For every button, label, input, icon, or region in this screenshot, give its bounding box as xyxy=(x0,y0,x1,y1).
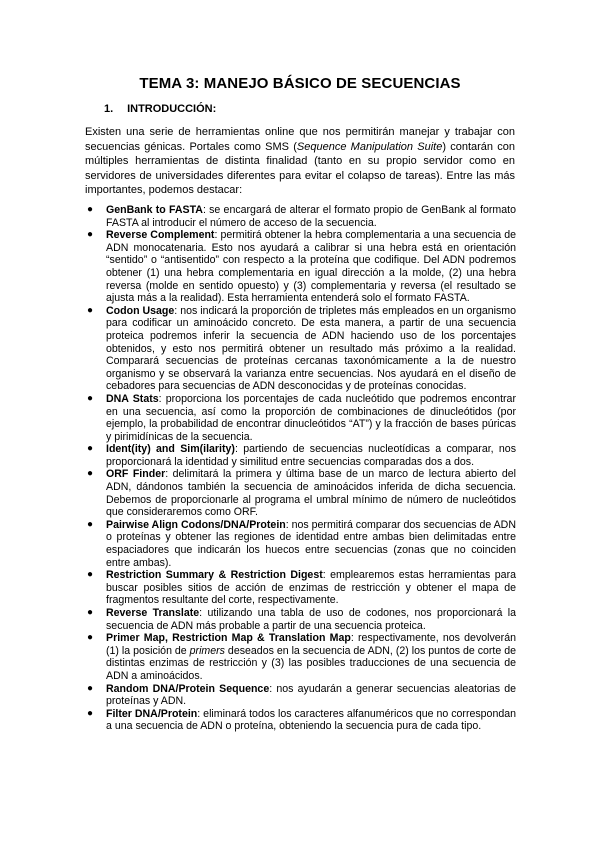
list-item-ident-sim xyxy=(85,443,516,468)
intro-paragraph xyxy=(85,125,515,198)
section-heading xyxy=(104,103,216,115)
list-item-filter-dna xyxy=(85,708,516,733)
item-name: Random DNA/Protein Sequence xyxy=(106,682,270,695)
bullet-icon: ● xyxy=(87,518,94,530)
bullet-icon: ● xyxy=(87,682,94,694)
section-number: 1. xyxy=(104,103,114,115)
item-text: : emplearemos estas herramientas para buscar posibles sitios de acción de enzimas de restricción y obtener el mapa de fragmentos resultante del corte, respectivamente. xyxy=(106,569,516,607)
intro-text-before: Existen una serie de herramientas online que nos permitirán manejar y trabajar con secuencias génicas. Portales como SMS ( xyxy=(85,126,515,153)
list-item-codon-usage xyxy=(85,305,516,393)
item-name: Restriction Summary & Restriction Digest xyxy=(106,569,323,582)
bullet-icon: ● xyxy=(87,304,94,316)
item-name: Reverse Translate xyxy=(106,607,200,619)
item-text: : eliminará todos los caracteres alfanuméricos que no correspondan a una secuencia de ADN o proteína, obteniendo la secuencia pura de cada tipo. xyxy=(106,707,517,733)
bullet-icon: ● xyxy=(87,392,94,404)
item-text: : nos permitirá comparar dos secuencias de ADN o proteínas y obtener las regiones de identidad entre ambas bien delimitadas entre espaciadores que indicarán los huecos entre secuencias (zonas que no coinciden entre ambas). xyxy=(106,518,516,569)
bullet-icon: ● xyxy=(87,443,94,455)
bullet-icon: ● xyxy=(87,229,94,241)
item-italic: primers xyxy=(189,644,225,657)
item-text: : delimitará la primera y última base de un marco de lectura abierto del ADN, dándonos también la secuencia de aminoácidos inferida de dicha secuencia. Debemos de proporcionarle al programa el umbral mínimo de número de nucleótidos que consideraremos como ORF. xyxy=(106,468,517,519)
item-name: DNA Stats xyxy=(106,392,159,405)
item-text: : proporciona los porcentajes de cada nucleótido que podremos encontrar en una secuencia, así como la proporción de combinaciones de dinucleótidos (por ejemplo, la probabilidad de encontrar dinucleótidos “AT”) y la fracción de bases púricas y pirimidínicas de la secuencia. xyxy=(106,392,516,443)
list-item-genbank-to-fasta xyxy=(85,204,516,229)
list-item-dna-stats xyxy=(85,393,516,443)
list-item-reverse-translate xyxy=(85,607,516,632)
item-name: GenBank to FASTA xyxy=(106,204,203,216)
bullet-icon: ● xyxy=(87,468,94,480)
bullet-icon: ● xyxy=(87,204,94,215)
item-name: Pairwise Align Codons/DNA/Protein xyxy=(106,518,286,531)
item-name: Primer Map, Restriction Map & Translation Map xyxy=(106,632,351,645)
intro-text-after: ) contarán con múltiples herramientas de distinta finalidad (tanto en su propio servidor como en servidores de universidades diferentes para evitar el colapso de tareas). Entre las más importantes, podemos destacar: xyxy=(85,140,515,197)
item-text: : utilizando una tabla de uso de codones, nos proporcionará la secuencia de ADN más probable a partir de una secuencia proteica. xyxy=(106,607,516,632)
tools-list xyxy=(85,204,516,733)
item-text: : permitirá obtener la hebra complementaria a una secuencia de ADN monocatenaria. Esto nos ayudará a calibrar si una hebra está en orientación “sentido” o “antisentido” con respecto a la proteína que codifique. Del ADN podremos obtener (1) una hebra complementaria en igual dirección a la molde, (2) una hebra reversa (molde en sentido opuesto) y (3) complementaria y reversa (el resultado se ajusta más a la realidad). Esta herramienta entenderá solo el formato FASTA. xyxy=(106,229,516,305)
item-text-before: : respectivamente, nos devolverán (1) la posición de xyxy=(106,632,516,657)
item-text: : nos indicará la proporción de tripletes más empleados en un organismo para codificar un aminoácido concreto. De esta manera, a partir de una secuencia proteica podremos inferir la secuencia de ADN haciendo uso de los porcentajes obtenidos, y esto nos permitirá obtener un resultado más próximo a la realidad. Comparará secuencias de proteínas cercanas taxonómicamente a la de nuestro organismo y se observará la varianza entre secuencias. Nos ayudará en el diseño de cebadores para secuencias de ADN desconocidas y de proteínas conocidas. xyxy=(106,304,516,393)
intro-italic: Sequence Manipulation Suite xyxy=(296,140,443,153)
list-item-random-sequence xyxy=(85,683,516,708)
item-text: : partiendo de secuencias nucleotídicas a comparar, nos proporcionará la identidad y similitud entre secuencias comparadas dos a dos. xyxy=(106,443,516,468)
list-item-pairwise-align xyxy=(85,519,516,569)
bullet-icon: ● xyxy=(87,569,94,581)
item-name: Reverse Complement xyxy=(106,229,215,242)
bullet-icon: ● xyxy=(87,707,94,719)
section-heading-text: INTRODUCCIÓN: xyxy=(127,103,217,115)
item-name: Codon Usage xyxy=(106,304,175,317)
item-text: : nos ayudarán a generar secuencias aleatorias de proteínas y ADN. xyxy=(106,682,516,708)
item-name: Filter DNA/Protein xyxy=(106,707,198,720)
list-item-reverse-complement xyxy=(85,229,516,305)
item-name: ORF Finder xyxy=(106,468,166,481)
item-name: Ident(ity) and Sim(ilarity) xyxy=(106,443,235,456)
item-text: : se encargará de alterar el formato propio de GenBank al formato FASTA al introducir el número de acceso de la secuencia. xyxy=(106,204,516,229)
bullet-icon: ● xyxy=(87,632,94,644)
page-title: TEMA 3: MANEJO BÁSICO DE SECUENCIAS xyxy=(139,75,461,92)
list-item-restriction-summary xyxy=(85,569,516,607)
bullet-icon: ● xyxy=(87,607,94,618)
list-item-orf-finder xyxy=(85,468,516,518)
list-item-primer-map xyxy=(85,632,516,682)
item-text-after: deseados en la secuencia de ADN, (2) los puntos de corte de distintas enzimas de restricción y (3) las posibles traducciones de una secuencia de ADN a aminoácidos. xyxy=(106,644,516,682)
